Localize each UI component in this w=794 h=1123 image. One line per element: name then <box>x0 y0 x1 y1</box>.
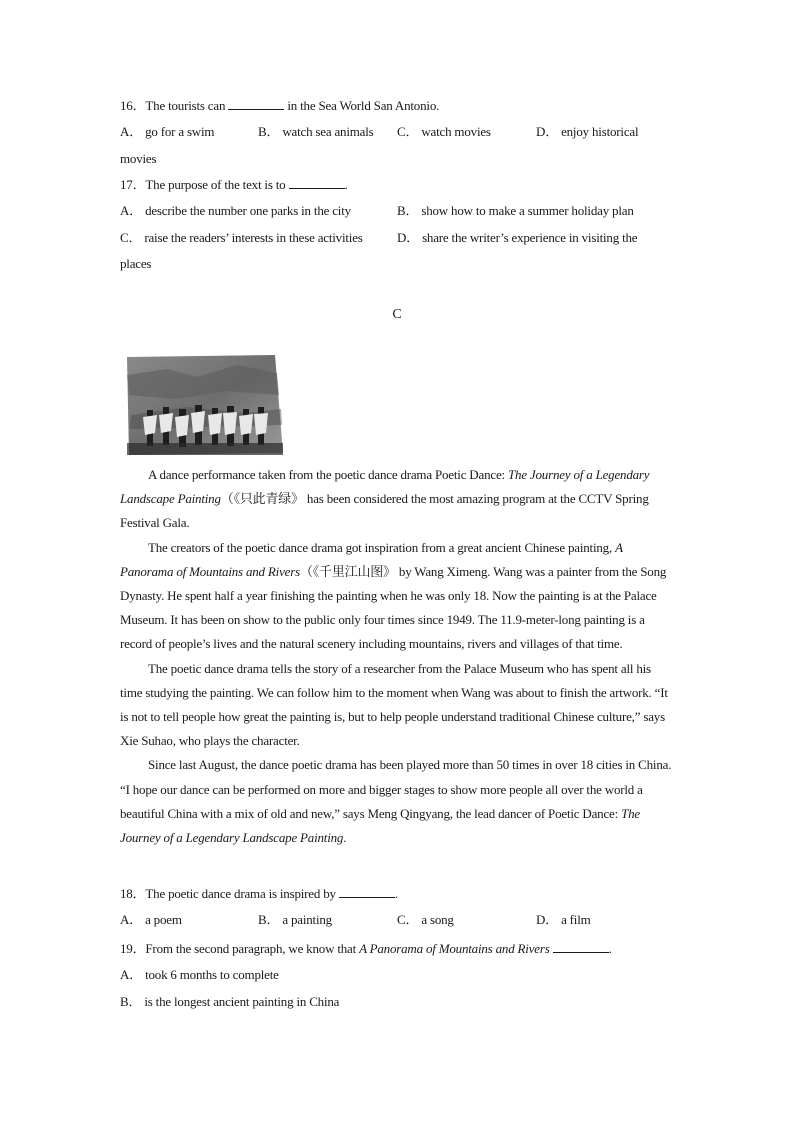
q18-option-d: D． a film <box>536 912 591 927</box>
paragraph-2: The creators of the poetic dance drama got inspiration from a great ancient Chinese painting, A Panorama of Mountains and Rivers（《千里江山图》 by Wang Ximeng. Wang was a painter from the Song Dynasty. He spent half a year finishing the painting when he was only 18. Now the painting is at the Palace Museum. It has been on show to the public only four times since 1949. The 11.9-meter-long painting is a record of people’s lives and the natural scenery including mountains, rivers and villages of that time. <box>120 539 667 652</box>
q16-option-a: A． go for a swim <box>120 124 215 139</box>
q18-option-c: C． a song <box>397 912 454 927</box>
q18-option-a: A． a poem <box>120 912 182 927</box>
paragraph-4: Since last August, the dance poetic drama has been played more than 50 times in over 18 cities in China. “I hope our dance can be performed on more and bigger stages to show more people all over the world a beautiful China with a mix of old and new,” says Meng Qingyang, the lead dancer of Poetic Dance: The Journey of a Legendary Landscape Painting. <box>120 757 672 846</box>
q19-option-a: A． took 6 months to complete <box>120 967 279 982</box>
q16-option-b: B． watch sea animals <box>258 124 374 139</box>
q18-option-b: B． a painting <box>258 912 332 927</box>
q19-option-b: B． is the longest ancient painting in China <box>120 994 340 1009</box>
q17-option-a: A． describe the number one parks in the city <box>120 203 351 218</box>
answer-blank <box>228 97 284 110</box>
dance-performance-photo <box>127 355 283 455</box>
q16-option-c: C． watch movies <box>397 124 491 139</box>
section-heading: C <box>392 307 402 322</box>
q17-option-b: B． show how to make a summer holiday plan <box>397 203 634 218</box>
paragraph-1: A dance performance taken from the poetic dance drama Poetic Dance: The Journey of a Legendary Landscape Painting（《只此青绿》 has been considered the most amazing program at the CCTV Spring Festival Gala. <box>120 467 650 531</box>
question-17-stem: 17．The purpose of the text is to . <box>120 177 348 192</box>
question-number: 19． <box>120 941 146 956</box>
question-19-stem: 19．From the second paragraph, we know that A Panorama of Mountains and Rivers . <box>120 941 612 956</box>
q17-option-d-wrap: places <box>120 256 152 271</box>
q16-option-d-wrap: movies <box>120 151 157 166</box>
question-number: 17． <box>120 177 146 192</box>
question-16-stem: 16．The tourists can in the Sea World San Antonio. <box>120 98 440 113</box>
q16-option-d: D． enjoy historical <box>536 124 639 139</box>
answer-blank <box>289 176 345 189</box>
answer-blank <box>553 940 609 953</box>
q17-option-c: C． raise the readers’ interests in these activities <box>120 230 363 245</box>
paragraph-3: The poetic dance drama tells the story of a researcher from the Palace Museum who has spent all his time studying the painting. We can follow him to the moment when Wang was about to finish the artwork. “It is not to tell people how great the painting is, but to help people understand traditional Chinese culture,” says Xie Suhao, who plays the character. <box>120 660 668 749</box>
question-number: 18． <box>120 886 146 901</box>
q17-option-d: D． share the writer’s experience in visiting the <box>397 230 638 245</box>
answer-blank <box>339 885 395 898</box>
question-18-stem: 18．The poetic dance drama is inspired by . <box>120 886 398 901</box>
passage <box>120 463 676 850</box>
question-number: 16． <box>120 98 146 113</box>
